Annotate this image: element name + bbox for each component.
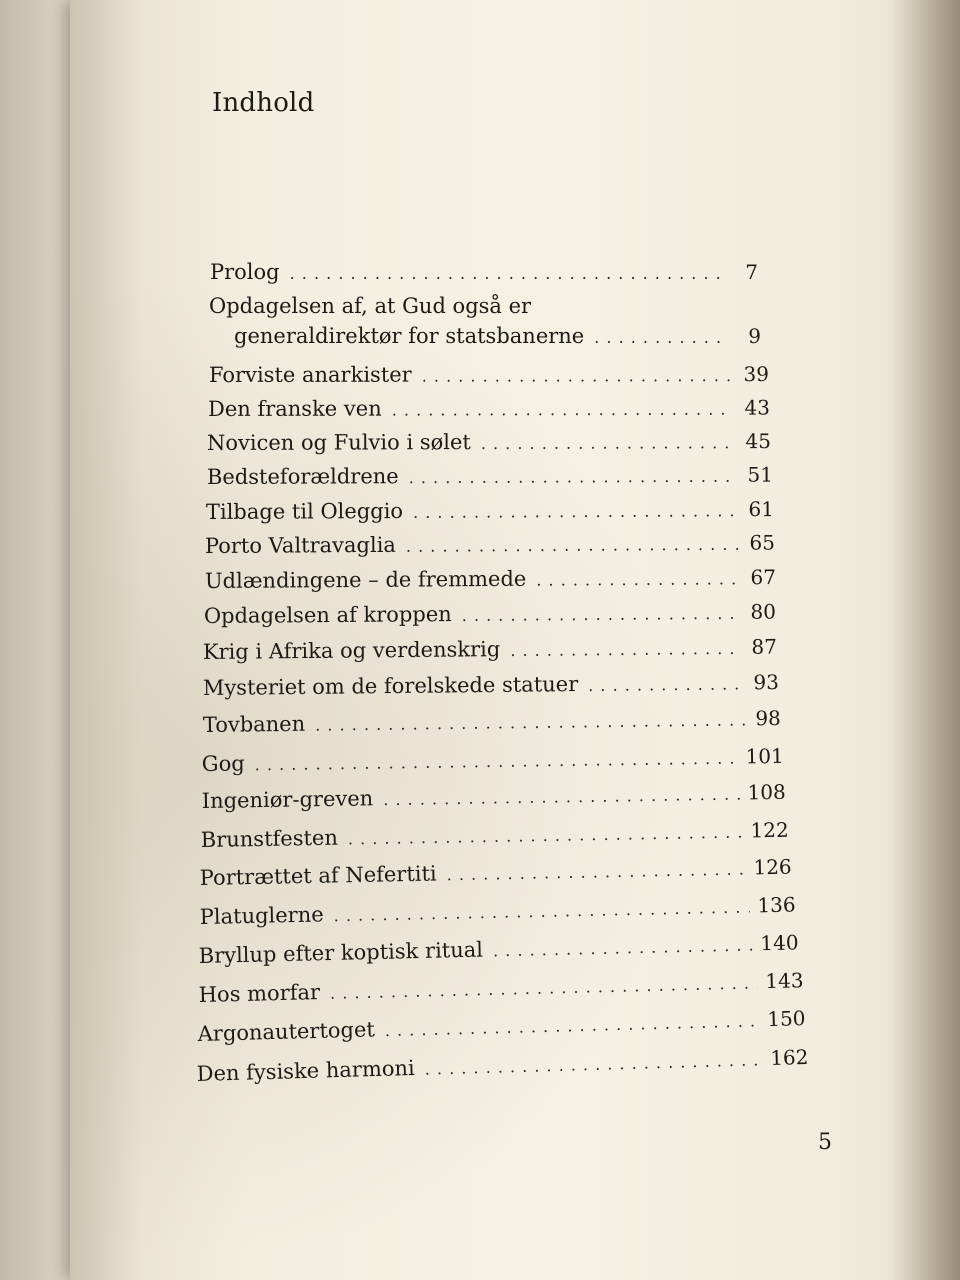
toc-entry [198,930,798,968]
toc-entry-page: 7 [745,260,758,284]
toc-entry-page: 45 [745,429,771,454]
toc-entry-title: Mysteriet om de forelskede statuer [202,672,579,700]
toc-entry-title: Argonautertoget [197,1017,376,1046]
dot-leader [392,400,734,420]
toc-entry-title: Porto Valtravaglia [204,532,396,558]
toc-entry-title: Brunstfesten [200,825,339,852]
toc-entry [207,463,773,489]
toc-entry-line2 [234,324,761,348]
toc-entry-page: 136 [757,892,796,918]
toc-entry-page: 150 [766,1006,806,1032]
toc-entry-page: 67 [750,565,776,590]
toc-entry-page: 108 [747,779,786,805]
dot-leader [348,823,743,849]
toc-entry [205,565,776,593]
dot-leader [446,860,745,885]
toc-entry-title: Ingeniør-greven [201,786,374,813]
page-shadow [890,0,960,1280]
toc-entry-title: Tovbanen [202,711,306,737]
toc-entry-title: Platuglerne [199,902,324,929]
dot-leader [536,569,740,589]
toc-entry-title: Udlændingene – de fremmede [204,566,527,593]
dot-leader [290,264,722,283]
toc-entry-title: Portrættet af Nefertiti [199,861,437,890]
toc-entry [199,893,795,929]
dot-leader [594,328,725,347]
toc-entry [207,429,771,455]
toc-entry-page: 98 [755,705,781,731]
toc-entry-title: Bryllup efter koptisk ritual [198,937,484,968]
toc-entry-prolog [210,260,758,284]
dot-leader [255,749,738,775]
toc-entry-title: Opdagelsen af kroppen [203,602,452,628]
dot-leader [588,674,743,695]
toc-entry-title: Hos morfar [198,980,321,1007]
dot-leader [424,1050,762,1078]
dot-leader [385,1011,760,1040]
toc-entry-title: Bedsteforældrene [206,464,399,489]
dot-leader [481,433,735,453]
toc-heading: Indhold [212,88,315,118]
toc-entry [209,362,769,387]
toc-entry [202,780,786,813]
toc-entry [206,497,774,524]
toc-entry [203,634,777,664]
toc-entry-multiline [209,294,761,348]
dot-leader [330,973,758,1002]
toc-entry-title: Den fysiske harmoni [196,1055,416,1086]
toc-entry-title: Gog [201,751,245,776]
toc-entry [203,706,781,737]
dot-leader [493,935,753,960]
toc-entry-page: 65 [749,530,775,555]
toc-entry-page: 39 [743,362,769,387]
toc-entry-title-line1: Opdagelsen af, at Gud også er [209,294,532,318]
dot-leader [422,366,733,386]
toc-entry [200,855,792,890]
toc-entry-page: 9 [748,324,761,348]
toc-entry [208,396,770,421]
toc-entry-title-line2: generaldirektør for statsbanerne [234,324,585,348]
dot-leader [383,785,740,810]
table-of-contents [70,0,960,1280]
toc-entry [196,1045,808,1086]
dot-leader [315,710,745,734]
toc-entry-page: 126 [753,854,792,880]
toc-entry-page: 162 [769,1044,809,1070]
toc-entry-page: 122 [750,817,789,843]
toc-entry-page: 101 [745,743,784,769]
toc-entry-title: Den franske ven [207,396,382,421]
toc-entry [204,600,776,628]
toc-entry-title: Prolog [210,260,280,284]
dot-leader [409,467,737,487]
toc-entry [197,1006,805,1046]
toc-entry-page: 87 [751,634,777,659]
toc-entry-page: 93 [753,669,779,695]
toc-entry-title: Tilbage til Oleggio [205,498,404,524]
toc-entry-page: 61 [748,497,774,522]
toc-entry [198,968,803,1007]
toc-entry [201,818,789,852]
toc-entry [205,531,775,558]
page-number: 5 [818,1130,832,1155]
toc-entry [202,744,784,776]
dot-leader [510,639,741,660]
dot-leader [462,604,740,625]
dot-leader [333,897,749,925]
toc-entry-title: Krig i Afrika og verdenskrig [202,637,501,664]
dot-leader [406,535,739,556]
book-page [70,0,960,1280]
dot-leader [413,501,738,522]
toc-entry-page: 140 [760,930,799,956]
toc-entry-page: 80 [750,599,776,624]
toc-entry-page: 143 [765,968,804,994]
toc-entry-title: Novicen og Fulvio i sølet [206,430,471,455]
toc-entry-page: 51 [747,462,773,487]
toc-entry-title: Forviste anarkister [208,362,412,387]
toc-entry [203,670,779,700]
toc-entry-page: 43 [744,395,770,420]
